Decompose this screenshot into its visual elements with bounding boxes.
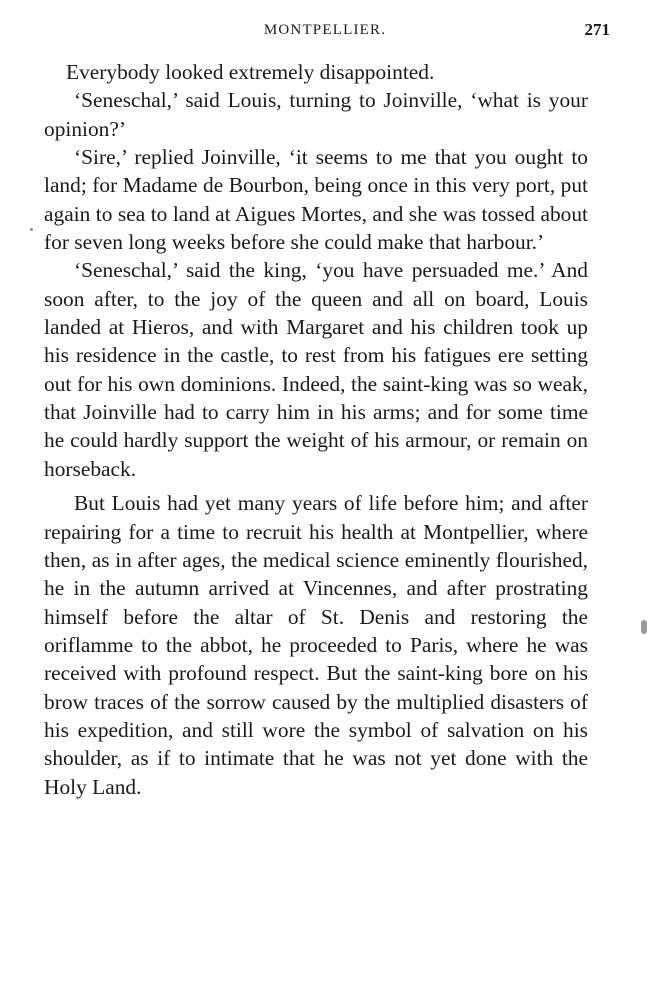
paragraph-5: But Louis had yet many years of life before him; and after repairing for a time to recruit his health at Montpellier, where then, as in after ages, the medical science eminently flourished, he in the autumn arrived at Vincennes, and after prostrating himself before the altar of St. Denis and restoring the oriflamme to the abbot, he proceeded to Paris, where he was received with profound respect. But the saint-king bore on his brow traces of the sorrow caused by the multiplied disasters of his expedition, and still wore the symbol of salvation on his shoulder, as if to intimate that he was not yet done with the Holy Land. — [44, 491, 588, 799]
paragraph-3: ‘Sire,’ replied Joinville, ‘it seems to me that you ought to land; for Madame de Bourbon, being once in this very port, put again to sea to land at Aigues Mortes, and she was tossed about for seven long weeks before she could make that harbour.’ — [44, 145, 588, 255]
running-head — [40, 18, 610, 44]
margin-mark — [641, 620, 647, 634]
page-number: 271 — [584, 20, 610, 39]
running-title: MONTPELLIER. — [263, 22, 387, 38]
paragraph-2: ‘Seneschal,’ said Louis, turning to Joinville, ‘what is your opinion?’ — [44, 88, 588, 141]
print-speck — [30, 228, 33, 231]
paragraph-1: Everybody looked extremely disappointed. — [66, 60, 435, 84]
paragraph-4: ‘Seneschal,’ said the king, ‘you have persuaded me.’ And soon after, to the joy of the queen and all on board, Louis landed at Hieros, and with Margaret and his children took up his residence in the castle, to rest from his fatigues ere setting out for his own dominions. Indeed, the saint-king was so weak, that Joinville had to carry him in his arms; and for some time he could hardly support the weight of his armour, or remain on horseback. — [44, 258, 588, 481]
body-text — [44, 58, 588, 801]
